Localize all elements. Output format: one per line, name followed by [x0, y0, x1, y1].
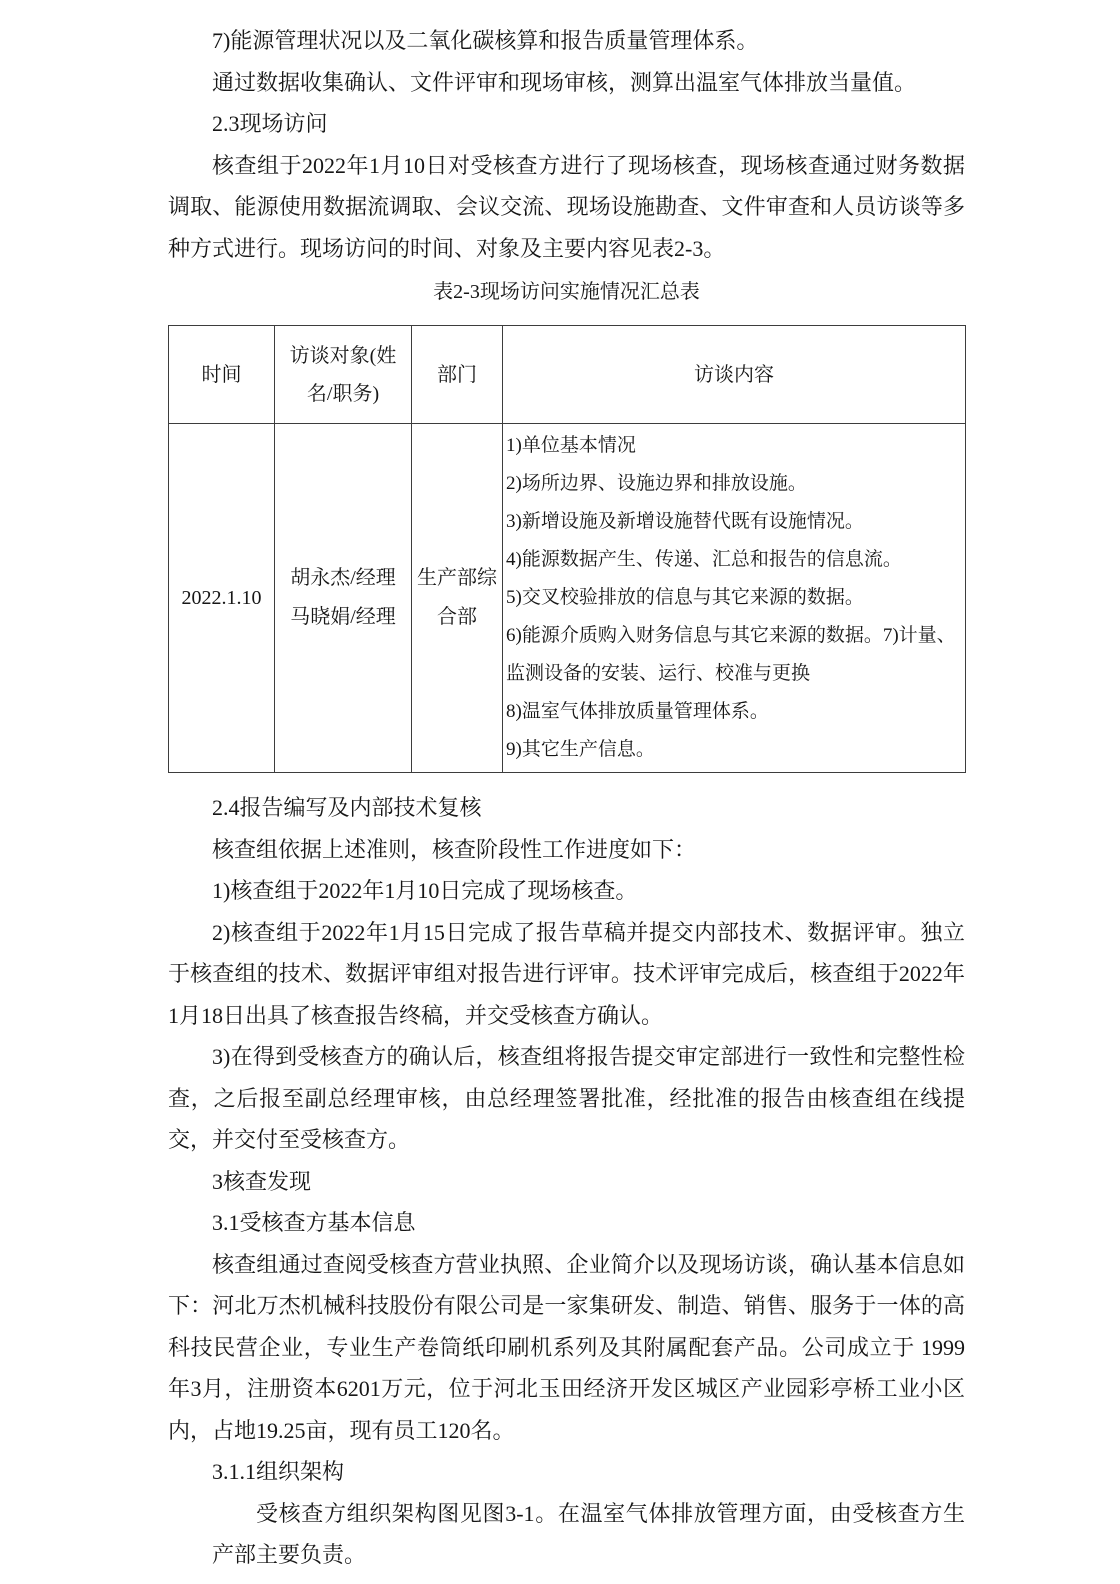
- paragraph-site-visit-intro: 核查组于2022年1月10日对受核查方进行了现场核查，现场核查通过财务数据调取、能源使用数据流调取、会议交流、现场设施勘查、文件审查和人员访谈等多种方式进行。现场访问的时间、对象及主要内容见表2-3。: [168, 152, 965, 261]
- paragraph-energy-management: 7)能源管理状况以及二氧化碳核算和报告质量管理体系。: [212, 28, 759, 53]
- section-heading-2-3: 2.3现场访问: [212, 111, 328, 136]
- table-row: [169, 424, 966, 773]
- column-header-time: 时间: [169, 326, 275, 424]
- column-header-interviewee: 访谈对象(姓名/职务): [275, 326, 412, 424]
- interviewee-line: 马晓娟/经理: [290, 606, 396, 628]
- cell-interviewee: [275, 424, 412, 773]
- cell-interview-content: [503, 424, 966, 773]
- interview-content-line: 5)交叉校验排放的信息与其它来源的数据。: [506, 587, 864, 608]
- cell-time: 2022.1.10: [169, 424, 275, 773]
- column-header-content: 访谈内容: [503, 326, 966, 424]
- interviewee-line: 胡永杰/经理: [290, 567, 396, 589]
- paragraph-progress-intro: 核查组依据上述准则，核查阶段性工作进度如下：: [212, 836, 697, 862]
- section-heading-3-1: 3.1受核查方基本信息: [212, 1210, 416, 1235]
- section-heading-3-1-1: 3.1.1组织架构: [212, 1459, 345, 1484]
- interview-content-line: 9)其它生产信息。: [506, 739, 655, 760]
- column-header-department: 部门: [412, 326, 503, 424]
- cell-department: 生产部综合部: [412, 424, 503, 773]
- section-heading-3: 3核查发现: [212, 1168, 312, 1194]
- interview-content-line: 3)新增设施及新增设施替代既有设施情况。: [506, 511, 864, 532]
- interview-content-line: 2)场所边界、设施边界和排放设施。: [506, 473, 807, 494]
- interview-content-line: 监测设备的安装、运行、校准与更换: [506, 663, 811, 684]
- interview-content-line: 4)能源数据产生、传递、汇总和报告的信息流。: [506, 549, 902, 570]
- site-visit-table: [168, 325, 966, 773]
- paragraph-progress-step-1: 1)核查组于2022年1月10日完成了现场核查。: [212, 878, 638, 903]
- paragraph-progress-step-2: 2)核查组于2022年1月15日完成了报告草稿并提交内部技术、数据评审。独立于核查组的技术、数据评审组对报告进行评审。技术评审完成后，核查组于2022年1月18日出具了核查报告终稿，并交受核查方确认。: [168, 919, 965, 1028]
- interview-content-line: 8)温室气体排放质量管理体系。: [506, 701, 769, 722]
- table-header-row: [169, 326, 966, 424]
- section-heading-2-4: 2.4报告编写及内部技术复核: [212, 795, 482, 820]
- paragraph-data-collection: 通过数据收集确认、文件评审和现场审核，测算出温室气体排放当量值。: [212, 69, 917, 95]
- interview-content-line: 1)单位基本情况: [506, 435, 636, 456]
- paragraph-org-structure: 受核查方组织架构图见图3-1。在温室气体排放管理方面，由受核查方生产部主要负责。: [212, 1500, 965, 1567]
- interview-content-line: 6)能源介质购入财务信息与其它来源的数据。7)计量、: [506, 625, 956, 646]
- paragraph-progress-step-3: 3)在得到受核查方的确认后，核查组将报告提交审定部进行一致性和完整性检查，之后报至副总经理审核，由总经理签署批准，经批准的报告由核查组在线提交，并交付至受核查方。: [168, 1044, 965, 1152]
- paragraph-company-basic-info: 核查组通过查阅受核查方营业执照、企业简介以及现场访谈，确认基本信息如下：河北万杰机械科技股份有限公司是一家集研发、制造、销售、服务于一体的高科技民营企业，专业生产卷筒纸印刷机系列及其附属配套产品。公司成立于 1999年3月，注册资本6201万元，位于河北玉田经济开发区城区产业园彩亭桥工业小区内，占地19.25亩，现有员工120名。: [168, 1251, 965, 1443]
- table-caption: 表2-3现场访问实施情况汇总表: [433, 281, 700, 303]
